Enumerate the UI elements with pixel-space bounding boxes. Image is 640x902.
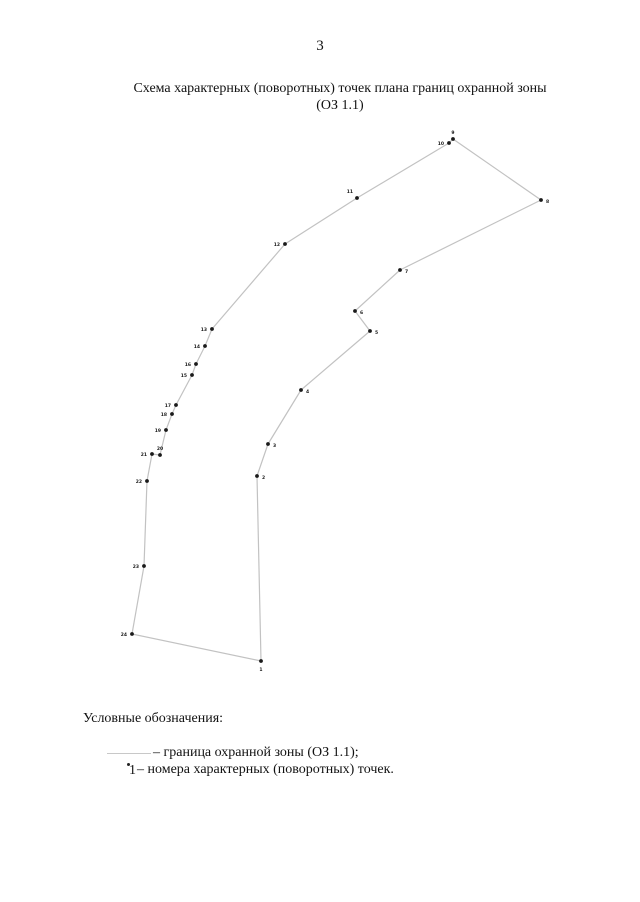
title-line-2: (ОЗ 1.1)	[316, 98, 364, 113]
legend-point-marker	[107, 763, 136, 778]
point-label-24: 24	[120, 633, 127, 638]
point-label-12: 12	[273, 243, 280, 248]
point-label-11: 11	[346, 190, 353, 195]
legend-point	[107, 762, 394, 778]
point-label-14: 14	[193, 345, 200, 350]
legend-heading: Условные обозначения:	[83, 711, 224, 726]
point-label-8: 8	[546, 200, 550, 205]
legend-boundary-line-icon	[107, 753, 151, 754]
boundary-point-5	[368, 329, 372, 333]
boundary-point-16	[194, 362, 198, 366]
boundary-point-15	[190, 373, 194, 377]
point-label-21: 21	[140, 453, 147, 458]
boundary-point-10	[447, 141, 451, 145]
point-label-9: 9	[451, 131, 455, 136]
point-label-17: 17	[164, 404, 171, 409]
boundary-point-4	[299, 388, 303, 392]
point-label-16: 16	[184, 363, 191, 368]
zone-boundary-line	[132, 139, 541, 661]
point-label-7: 7	[405, 270, 409, 275]
point-label-3: 3	[273, 444, 277, 449]
point-label-1: 1	[259, 668, 263, 673]
boundary-point-21	[150, 452, 154, 456]
point-label-10: 10	[437, 142, 444, 147]
point-label-22: 22	[135, 480, 142, 485]
boundary-point-24	[130, 632, 134, 636]
legend-point-number: 1	[129, 763, 136, 778]
boundary-point-1	[259, 659, 263, 663]
boundary-point-6	[353, 309, 357, 313]
boundary-layer	[132, 139, 541, 661]
point-label-23: 23	[132, 565, 139, 570]
boundary-point-9	[451, 137, 455, 141]
boundary-point-7	[398, 268, 402, 272]
point-label-4: 4	[306, 390, 310, 395]
boundary-point-8	[539, 198, 543, 202]
legend-boundary-text: – граница охранной зоны (ОЗ 1.1);	[153, 745, 359, 760]
boundary-point-18	[170, 412, 174, 416]
point-label-2: 2	[262, 476, 266, 481]
point-label-13: 13	[200, 328, 207, 333]
boundary-point-20	[158, 453, 162, 457]
point-label-5: 5	[375, 331, 379, 336]
boundary-point-11	[355, 196, 359, 200]
point-label-19: 19	[154, 429, 161, 434]
legend-point-text: – номера характерных (поворотных) точек.	[137, 762, 394, 777]
boundary-point-13	[210, 327, 214, 331]
boundary-point-3	[266, 442, 270, 446]
boundary-point-22	[145, 479, 149, 483]
boundary-point-2	[255, 474, 259, 478]
point-label-18: 18	[160, 413, 167, 418]
boundary-point-23	[142, 564, 146, 568]
boundary-point-14	[203, 344, 207, 348]
legend-boundary	[107, 745, 359, 761]
boundary-point-17	[174, 403, 178, 407]
title-line-1: Схема характерных (поворотных) точек плана границ охранной зоны	[133, 81, 547, 96]
point-label-15: 15	[180, 374, 187, 379]
boundary-point-19	[164, 428, 168, 432]
point-label-20: 20	[156, 447, 164, 452]
point-label-6: 6	[360, 311, 364, 316]
page-number: 3	[316, 38, 324, 54]
boundary-point-12	[283, 242, 287, 246]
